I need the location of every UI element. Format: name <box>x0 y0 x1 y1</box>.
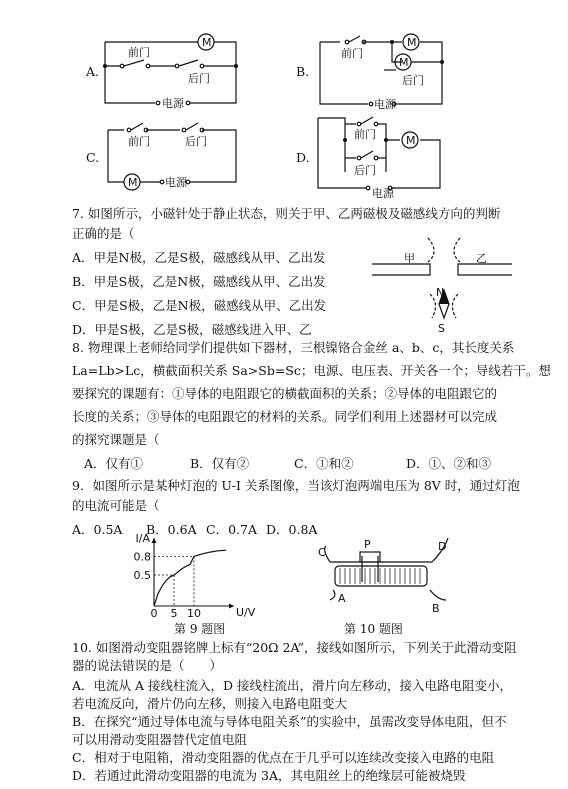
q9-stem-line2: 的电流可能是（ <box>72 498 160 513</box>
terminal-c-label: C <box>318 546 326 559</box>
q8-option-a[interactable]: A．仅有① <box>84 456 144 471</box>
q8-stem-line3: 要探究的课题有：①导体的电阻跟它的横截面积的关系；②导体的电阻跟它的 <box>72 386 498 401</box>
front-door-label: 前门 <box>128 135 150 148</box>
q9-stem-line1: 9．如图所示是某种灯泡的 U-I 关系图像，当该灯泡两端电压为 8V 时，通过灯泡 <box>72 478 520 493</box>
option-letter: D. <box>296 150 310 165</box>
q8-stem-line5: 的探究课题是（ <box>72 432 160 447</box>
y-axis-label: I/A <box>135 532 150 545</box>
x-tick-label: 10 <box>187 607 201 620</box>
q8-option-b[interactable]: B．仅有② <box>190 456 250 471</box>
y-tick-label: 0.5 <box>133 569 151 582</box>
motor-label: M <box>128 176 138 189</box>
q10-option-b-line2[interactable]: 可以用滑动变阻器替代定值电阻 <box>72 732 248 747</box>
back-door-label: 后门 <box>354 164 376 177</box>
option-letter: A. <box>86 64 100 79</box>
compass-n-label: N <box>436 286 445 299</box>
front-door-label: 前门 <box>128 46 150 59</box>
front-door-label: 前门 <box>341 47 363 60</box>
option-letter: B. <box>296 64 310 79</box>
q8-option-d[interactable]: D．①、②和③ <box>406 456 492 471</box>
q10-stem-line2: 器的说法错误的是（ ） <box>72 658 223 673</box>
fig9-caption: 第 9 题图 <box>174 622 226 636</box>
front-door-label: 前门 <box>354 128 376 141</box>
q10-option-a-line1[interactable]: A．电流从 A 接线柱流入，D 接线柱流出，滑片向左移动，接入电路电阻变小， <box>72 678 512 693</box>
motor-label: M <box>202 36 212 49</box>
back-door-label: 后门 <box>402 74 424 87</box>
pole-yi-label: 乙 <box>476 252 487 265</box>
x-tick-label: 0 <box>150 607 158 620</box>
q9-option-a[interactable]: A．0.5A <box>72 522 123 537</box>
power-label: 电源 <box>165 176 187 189</box>
q8-stem-line2: La=Lb>Lc，横截面积关系 Sa>Sb=Sc；电源、电压表、开关各一个；导线若干。想 <box>72 363 551 378</box>
q7-stem-line2: 正确的是（ <box>72 226 135 241</box>
q7-stem-line1: 7. 如图所示，小磁针处于静止状态，则关于甲、乙两磁极及磁感线方向的判断 <box>72 206 501 221</box>
q7-option-c[interactable]: C．甲是S极，乙是N极，磁感线从甲、乙出发 <box>72 298 327 313</box>
terminal-b-label: B <box>432 602 440 615</box>
q8-stem-line4: 长度的关系；③导体的电阻跟它的材料的关系。同学们利用上述器材可以完成 <box>72 409 498 424</box>
q10-option-b-line1[interactable]: B．在探究“通过导体电流与导体电阻关系”的实验中，虽需改变导体电阻，但不 <box>72 714 507 729</box>
q9-option-b[interactable]: B．0.6A <box>146 522 197 537</box>
q10-option-d[interactable]: D．若通过此滑动变阻器的电流为 3A，其电阻丝上的绝缘层可能被烧毁 <box>72 768 466 783</box>
q9-option-d[interactable]: D．0.8A <box>266 522 318 537</box>
y-tick-label: 0.8 <box>133 550 151 564</box>
fig10-caption: 第 10 题图 <box>344 622 403 636</box>
power-label: 电源 <box>374 98 396 111</box>
terminal-d-label: D <box>438 540 447 553</box>
q10-option-a-line2[interactable]: 若电流反向，滑片仍向左移，则接入电路电阻变大 <box>72 696 348 711</box>
q10-stem-line1: 10. 如图滑动变阻器铭牌上标有“20Ω 2A”，接线如图所示，下列关于此滑动变阻 <box>72 640 517 655</box>
q7-option-d[interactable]: D．甲是S极，乙是S极，磁感线进入甲、乙 <box>72 322 312 337</box>
pole-jia-label: 甲 <box>404 252 415 265</box>
q9-option-c[interactable]: C．0.7A <box>206 522 257 537</box>
motor-label: M <box>407 36 417 49</box>
q7-option-b[interactable]: B．甲是S极，乙是N极，磁感线从甲、乙出发 <box>72 274 326 289</box>
back-door-label: 后门 <box>188 72 210 85</box>
option-letter: C. <box>86 150 100 165</box>
motor-label: M <box>399 56 409 69</box>
q8-stem-line1: 8. 物理课上老师给同学们提供如下器材，三根镍铬合金丝 a、b、c，其长度关系 <box>72 340 515 355</box>
q10-option-c[interactable]: C．相对于电阻箱，滑动变阻器的优点在于几乎可以连续改变接入电路的电阻 <box>72 750 495 765</box>
q7-option-a[interactable]: A．甲是N极，乙是S极，磁感线从甲、乙出发 <box>72 250 326 265</box>
x-tick-label: 5 <box>170 607 178 620</box>
q8-option-c[interactable]: C．①和② <box>294 456 354 471</box>
terminal-a-label: A <box>338 592 346 605</box>
motor-label: M <box>406 134 416 147</box>
power-label: 电源 <box>162 97 184 110</box>
compass-s-label: S <box>438 322 445 335</box>
back-door-label: 后门 <box>185 135 207 148</box>
x-axis-label: U/V <box>236 606 256 619</box>
power-label: 电源 <box>372 187 394 200</box>
slider-p-label: P <box>364 538 371 551</box>
